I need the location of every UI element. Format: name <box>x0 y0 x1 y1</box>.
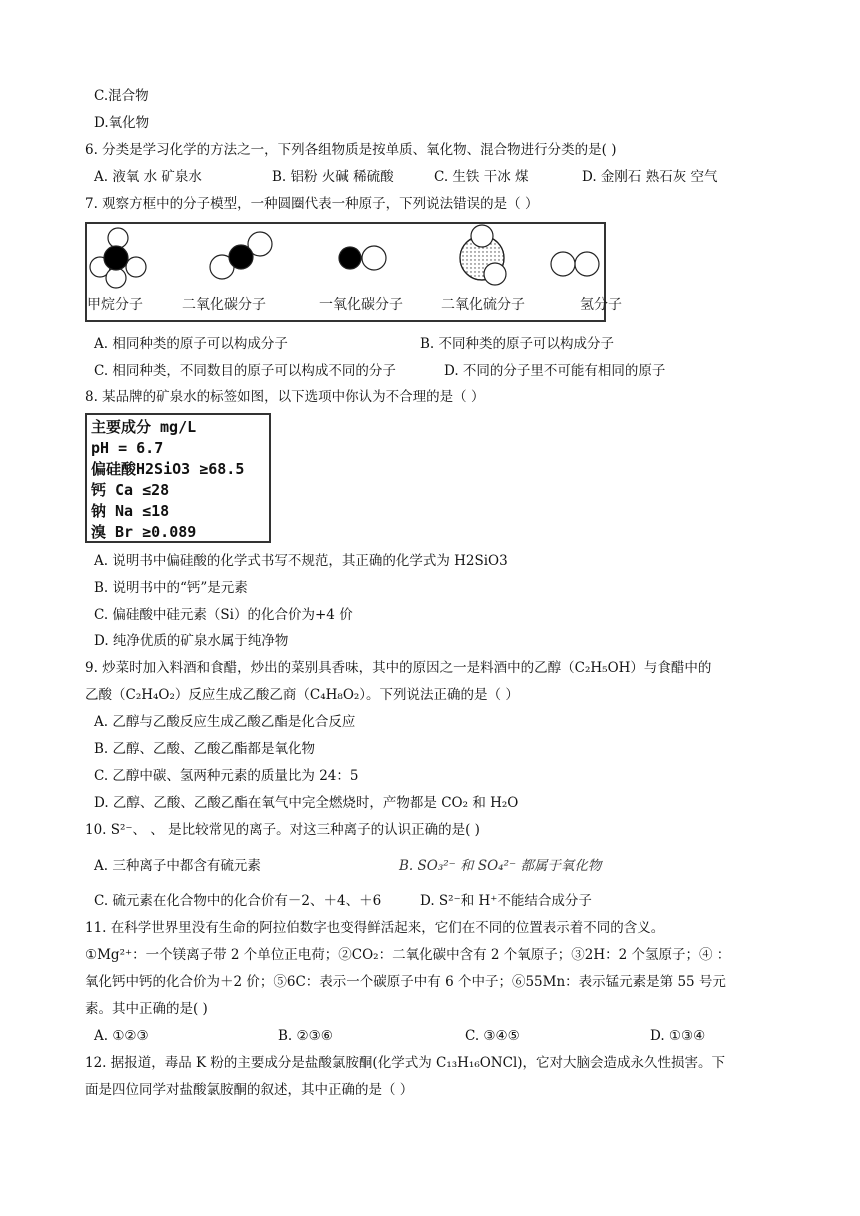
model-label-h2: 氢分子 <box>580 297 622 313</box>
q6-option-b: B. 铝粉 火碱 稀硫酸 <box>272 169 394 185</box>
q10-option-a: A. 三种离子中都含有硫元素 <box>94 858 261 874</box>
q6-option-d: D. 金刚石 熟石灰 空气 <box>582 169 718 185</box>
label-row-header: 主要成分 mg/L <box>91 418 197 436</box>
hydrogen-model-second-atom <box>551 252 575 276</box>
q9-stem-line1: 9. 炒菜时加入料酒和食醋，炒出的菜别具香味，其中的原因之一是料酒中的乙醇（C₂H₅OH）与食醋中的 <box>85 660 712 676</box>
q11-option-b: B. ②③⑥ <box>278 1028 333 1044</box>
q12-stem-line1: 12. 据报道，毒品 K 粉的主要成分是盐酸氯胺酮(化学式为 C₁₃H₁₆ONCl)，它对大脑会造成永久性损害。下 <box>85 1055 726 1071</box>
q7-option-b: B. 不同种类的原子可以构成分子 <box>420 336 615 352</box>
model-label-methane: 甲烷分子 <box>87 297 143 313</box>
q7-stem: 7. 观察方框中的分子模型，一种圆圈代表一种原子，下列说法错误的是（ ） <box>85 196 539 212</box>
model-label-co: 一氧化碳分子 <box>319 297 403 313</box>
methane-model-icon <box>90 228 146 288</box>
carbon-monoxide-model-icon <box>339 246 386 270</box>
model-label-co2: 二氧化碳分子 <box>182 297 266 313</box>
hydrogen-model-icon <box>575 252 599 276</box>
q11-option-d: D. ①③④ <box>650 1028 706 1044</box>
q10-option-d: D. S²⁻和 H⁺不能结合成分子 <box>420 893 592 909</box>
label-row-calcium: 钙 Ca ≤28 <box>91 481 170 499</box>
q9-option-d: D. 乙醇、乙酸、乙酸乙酯在氧气中完全燃烧时，产物都是 CO₂ 和 H₂O <box>94 795 519 811</box>
q10-option-c: C. 硫元素在化合物中的化合价有－2、＋4、＋6 <box>94 893 382 909</box>
model-label-so2: 二氧化硫分子 <box>441 297 525 313</box>
q11-option-c: C. ③④⑤ <box>465 1028 520 1044</box>
q11-stem: 11. 在科学世界里没有生命的阿拉伯数字也变得鲜活起来，它们在不同的位置表示着不同的含义。 <box>85 920 665 936</box>
q6-option-a: A. 液氧 水 矿泉水 <box>94 169 202 185</box>
label-row-bromine: 溴 Br ≥0.089 <box>91 523 197 541</box>
q12-stem-line2: 面是四位同学对盐酸氯胺酮的叙述，其中正确的是（ ） <box>85 1082 414 1098</box>
label-row-sodium: 钠 Na ≤18 <box>91 502 170 520</box>
q7-option-d: D. 不同的分子里不可能有相同的原子 <box>444 363 666 379</box>
q10-option-b: B. SO₃²⁻ 和 SO₄²⁻ 都属于氧化物 <box>399 858 602 874</box>
q6-stem: 6. 分类是学习化学的方法之一，下列各组物质是按单质、氧化物、混合物进行分类的是( ) <box>85 142 617 158</box>
q7-option-c: C. 相同种类，不同数目的原子可以构成不同的分子 <box>94 363 396 379</box>
q11-line2: ①Mg²⁺：一个镁离子带 2 个单位正电荷；②CO₂：二氧化碳中含有 2 个氧原子；③2H：2 个氢原子；④ ： <box>85 947 731 963</box>
q9-stem-line2: 乙酸（C₂H₄O₂）反应生成乙酸乙商（C₄H₈O₂）。下列说法正确的是（ ） <box>85 687 519 703</box>
q9-option-c: C. 乙醇中碳、氢两种元素的质量比为 24：5 <box>94 768 359 784</box>
q11-line3: 氧化钙中钙的化合价为＋2 价；⑤6C：表示一个碳原子中有 6 个中子；⑥55Mn：表示锰元素是第 55 号元 <box>85 974 726 990</box>
q8-option-a: A. 说明书中偏硅酸的化学式书写不规范，其正确的化学式为 H2SiO3 <box>94 553 508 569</box>
q8-option-b: B. 说明书中的“钙”是元素 <box>94 580 248 596</box>
q5-option-d: D.氧化物 <box>94 115 150 131</box>
label-row-silicic-acid: 偏硅酸H2SiO3 ≥68.5 <box>91 460 245 478</box>
q8-option-c: C. 偏硅酸中硅元素（Si）的化合价为+4 价 <box>94 607 353 623</box>
q10-stem: 10. S²⁻、 、 是比较常见的离子。对这三种离子的认识正确的是( ) <box>85 822 480 838</box>
sulfur-dioxide-model-icon <box>460 225 506 285</box>
q11-line4: 素。其中正确的是( ) <box>85 1001 208 1017</box>
q9-option-a: A. 乙醇与乙酸反应生成乙酸乙酯是化合反应 <box>94 714 356 730</box>
q8-stem: 8. 某品牌的矿泉水的标签如图，以下选项中你认为不合理的是（ ） <box>85 389 485 405</box>
carbon-dioxide-model-icon <box>210 232 272 279</box>
mineral-water-label <box>85 413 271 543</box>
q7-option-a: A. 相同种类的原子可以构成分子 <box>94 336 288 352</box>
q9-option-b: B. 乙醇、乙酸、乙酸乙酯都是氧化物 <box>94 741 316 757</box>
q11-option-a: A. ①②③ <box>94 1028 149 1044</box>
molecule-models-figure <box>85 222 606 292</box>
q8-option-d: D. 纯净优质的矿泉水属于纯净物 <box>94 633 289 649</box>
label-row-ph: pH = 6.7 <box>91 439 164 457</box>
q6-option-c: C. 生铁 干冰 煤 <box>434 169 529 185</box>
q5-option-c: C.混合物 <box>94 88 149 104</box>
